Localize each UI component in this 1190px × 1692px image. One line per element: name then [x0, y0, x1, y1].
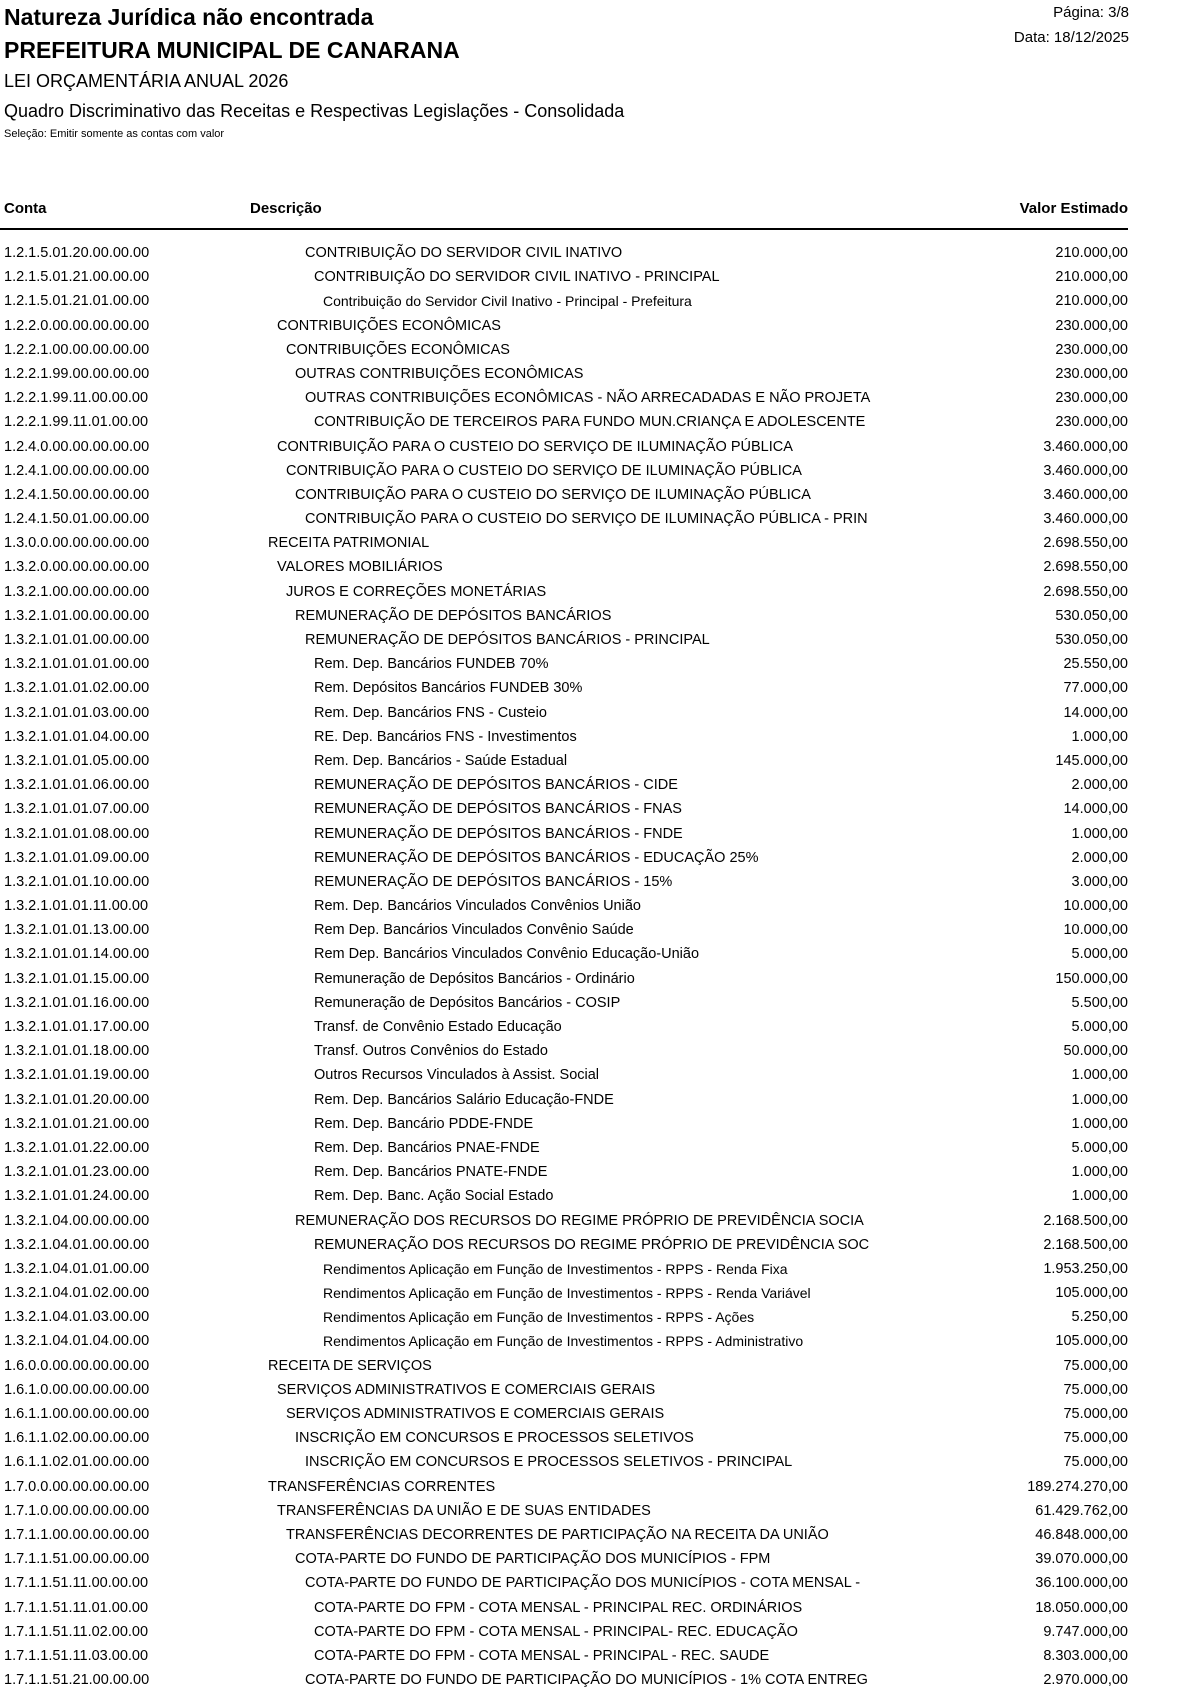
- estimated-value: 75.000,00: [1063, 1454, 1128, 1471]
- estimated-value: 5.250,00: [1071, 1309, 1128, 1326]
- estimated-value: 75.000,00: [1063, 1406, 1128, 1422]
- account-code: 1.3.2.1.04.01.03.00.00: [4, 1309, 150, 1326]
- account-code: 1.2.2.0.00.00.00.00.00: [4, 317, 150, 334]
- account-description: REMUNERAÇÃO DE DEPÓSITOS BANCÁRIOS - PRINCIPAL: [305, 632, 710, 648]
- table-row: [0, 628, 1190, 652]
- account-code: 1.7.1.1.51.11.03.00.00: [4, 1647, 149, 1664]
- header-divider: [0, 228, 1128, 230]
- account-description: Rem. Dep. Bancários FUNDEB 70%: [314, 656, 549, 673]
- account-description: COTA-PARTE DO FUNDO DE PARTICIPAÇÃO DOS MUNICÍPIOS - COTA MENSAL -: [305, 1575, 861, 1592]
- account-code: 1.2.4.0.00.00.00.00.00: [4, 438, 150, 455]
- estimated-value: 1.000,00: [1071, 1164, 1128, 1181]
- column-header-valor: Valor Estimado: [1019, 200, 1128, 217]
- table-row: [0, 531, 1190, 555]
- account-description: Rem. Dep. Bancários PNATE-FNDE: [314, 1164, 548, 1181]
- table-row: [0, 701, 1190, 725]
- table-row: [0, 459, 1190, 483]
- account-code: 1.3.2.1.01.01.07.00.00: [4, 801, 150, 818]
- selection-note: Seleção: Emitir somente as contas com valor: [4, 128, 225, 140]
- account-code: 1.6.0.0.00.00.00.00.00: [4, 1357, 150, 1374]
- account-code: 1.3.2.1.01.01.17.00.00: [4, 1019, 150, 1035]
- estimated-value: 14.000,00: [1063, 704, 1128, 721]
- estimated-value: 5.000,00: [1071, 1019, 1128, 1035]
- account-description: RE. Dep. Bancários FNS - Investimentos: [314, 728, 577, 745]
- table-row: [0, 1450, 1190, 1474]
- account-code: 1.7.1.1.51.21.00.00.00: [4, 1672, 150, 1689]
- estimated-value: 210.000,00: [1055, 245, 1128, 261]
- table-row: [0, 1547, 1190, 1571]
- estimated-value: 77.000,00: [1063, 680, 1128, 697]
- column-header-conta: Conta: [4, 200, 47, 217]
- account-code: 1.6.1.1.02.00.00.00.00: [4, 1430, 150, 1447]
- estimated-value: 46.848.000,00: [1035, 1526, 1128, 1543]
- estimated-value: 10.000,00: [1063, 922, 1128, 939]
- table-row: [0, 410, 1190, 434]
- table-row: [0, 604, 1190, 628]
- report-title: Quadro Discriminativo das Receitas e Respectivas Legislações - Consolidada: [4, 101, 625, 121]
- account-code: 1.3.2.1.01.01.16.00.00: [4, 994, 150, 1011]
- account-description: Transf. de Convênio Estado Educação: [314, 1019, 562, 1035]
- estimated-value: 2.698.550,00: [1043, 559, 1128, 576]
- table-row: [0, 918, 1190, 942]
- estimated-value: 61.429.762,00: [1035, 1502, 1128, 1519]
- account-description: REMUNERAÇÃO DE DEPÓSITOS BANCÁRIOS - CIDE: [314, 777, 678, 794]
- account-description: Rem. Dep. Bancários FNS - Custeio: [314, 704, 547, 721]
- account-code: 1.2.2.1.99.11.00.00.00: [4, 390, 149, 407]
- estimated-value: 50.000,00: [1063, 1043, 1128, 1060]
- account-description: Rendimentos Aplicação em Função de Investimentos - RPPS - Administrativo: [323, 1333, 804, 1350]
- account-description: VALORES MOBILIÁRIOS: [277, 559, 443, 576]
- table-row: [0, 725, 1190, 749]
- table-row: [0, 1305, 1190, 1329]
- account-code: 1.3.2.1.01.01.04.00.00: [4, 728, 150, 745]
- table-row: [0, 1499, 1190, 1523]
- estimated-value: 75.000,00: [1063, 1357, 1128, 1374]
- account-code: 1.7.1.1.51.11.01.00.00: [4, 1599, 149, 1616]
- account-code: 1.7.0.0.00.00.00.00.00: [4, 1478, 150, 1495]
- account-description: TRANSFERÊNCIAS DECORRENTES DE PARTICIPAÇÃO NA RECEITA DA UNIÃO: [286, 1526, 829, 1543]
- estimated-value: 189.274.270,00: [1027, 1478, 1128, 1495]
- account-code: 1.3.2.1.01.01.01.00.00: [4, 656, 150, 673]
- account-code: 1.3.2.1.01.01.02.00.00: [4, 680, 150, 697]
- account-code: 1.3.2.1.01.01.20.00.00: [4, 1091, 150, 1108]
- estimated-value: 3.000,00: [1071, 873, 1128, 890]
- account-code: 1.2.1.5.01.21.00.00.00: [4, 269, 150, 286]
- account-description: COTA-PARTE DO FPM - COTA MENSAL - PRINCIPAL REC. ORDINÁRIOS: [314, 1599, 803, 1616]
- account-description: SERVIÇOS ADMINISTRATIVOS E COMERCIAIS GERAIS: [277, 1381, 656, 1398]
- account-description: Rem. Dep. Bancário PDDE-FNDE: [314, 1115, 534, 1132]
- account-code: 1.3.2.1.04.01.02.00.00: [4, 1285, 150, 1302]
- account-code: 1.2.2.1.00.00.00.00.00: [4, 341, 150, 358]
- account-code: 1.3.2.1.01.01.24.00.00: [4, 1188, 150, 1205]
- table-row: [0, 362, 1190, 386]
- estimated-value: 3.460.000,00: [1043, 462, 1128, 479]
- account-code: 1.3.2.1.01.01.08.00.00: [4, 825, 150, 842]
- estimated-value: 1.000,00: [1071, 1188, 1128, 1205]
- account-description: COTA-PARTE DO FPM - COTA MENSAL - PRINCIPAL - REC. SAUDE: [314, 1647, 770, 1664]
- account-description: Rendimentos Aplicação em Função de Investimentos - RPPS - Ações: [323, 1309, 755, 1326]
- table-row: [0, 483, 1190, 507]
- table-row: [0, 338, 1190, 362]
- table-row: [0, 1063, 1190, 1087]
- account-code: 1.6.1.1.02.01.00.00.00: [4, 1454, 150, 1471]
- table-row: [0, 967, 1190, 991]
- estimated-value: 210.000,00: [1055, 293, 1128, 310]
- account-code: 1.7.1.1.51.11.02.00.00: [4, 1623, 149, 1640]
- account-description: COTA-PARTE DO FPM - COTA MENSAL - PRINCIPAL- REC. EDUCAÇÃO: [314, 1623, 798, 1640]
- account-code: 1.3.0.0.00.00.00.00.00: [4, 535, 150, 552]
- organization-name: PREFEITURA MUNICIPAL DE CANARANA: [4, 37, 460, 63]
- account-description: OUTRAS CONTRIBUIÇÕES ECONÔMICAS - NÃO ARRECADADAS E NÃO PROJETA: [305, 390, 871, 407]
- table-row: [0, 894, 1190, 918]
- table-row: [0, 1112, 1190, 1136]
- account-code: 1.3.2.1.01.01.06.00.00: [4, 777, 150, 794]
- table-row: [0, 1668, 1190, 1692]
- account-description: INSCRIÇÃO EM CONCURSOS E PROCESSOS SELETIVOS - PRINCIPAL: [305, 1454, 793, 1471]
- estimated-value: 18.050.000,00: [1035, 1599, 1128, 1616]
- account-code: 1.3.2.1.01.01.00.00.00: [4, 632, 150, 648]
- account-code: 1.2.2.1.99.00.00.00.00: [4, 365, 150, 382]
- account-description: SERVIÇOS ADMINISTRATIVOS E COMERCIAIS GERAIS: [286, 1406, 665, 1422]
- account-code: 1.2.1.5.01.21.01.00.00: [4, 293, 150, 310]
- estimated-value: 2.970.000,00: [1043, 1672, 1128, 1689]
- account-code: 1.3.2.1.01.01.11.00.00: [4, 898, 149, 915]
- account-code: 1.3.2.1.01.00.00.00.00: [4, 607, 150, 624]
- table-row: [0, 265, 1190, 289]
- table-row: [0, 1184, 1190, 1208]
- account-code: 1.3.2.1.04.00.00.00.00: [4, 1212, 150, 1229]
- estimated-value: 10.000,00: [1063, 898, 1128, 915]
- account-description: INSCRIÇÃO EM CONCURSOS E PROCESSOS SELETIVOS: [295, 1430, 694, 1447]
- account-description: CONTRIBUIÇÕES ECONÔMICAS: [277, 317, 501, 334]
- estimated-value: 2.000,00: [1071, 777, 1128, 794]
- account-code: 1.2.4.1.50.00.00.00.00: [4, 486, 150, 503]
- account-description: CONTRIBUIÇÃO PARA O CUSTEIO DO SERVIÇO DE ILUMINAÇÃO PÚBLICA: [286, 462, 802, 479]
- table-row: [0, 435, 1190, 459]
- estimated-value: 25.550,00: [1063, 656, 1128, 673]
- account-code: 1.3.2.1.00.00.00.00.00: [4, 583, 150, 600]
- account-code: 1.7.1.0.00.00.00.00.00: [4, 1502, 150, 1519]
- account-description: Rem. Depósitos Bancários FUNDEB 30%: [314, 680, 583, 697]
- table-row: [0, 846, 1190, 870]
- estimated-value: 1.000,00: [1071, 825, 1128, 842]
- account-code: 1.3.2.1.01.01.03.00.00: [4, 704, 150, 721]
- account-description: REMUNERAÇÃO DOS RECURSOS DO REGIME PRÓPRIO DE PREVIDÊNCIA SOC: [314, 1236, 870, 1253]
- table-row: [0, 1644, 1190, 1668]
- estimated-value: 8.303.000,00: [1043, 1647, 1128, 1664]
- estimated-value: 3.460.000,00: [1043, 486, 1128, 503]
- account-code: 1.3.2.1.01.01.13.00.00: [4, 922, 150, 939]
- account-code: 1.7.1.1.51.00.00.00.00: [4, 1551, 150, 1568]
- estimated-value: 9.747.000,00: [1043, 1623, 1128, 1640]
- account-description: TRANSFERÊNCIAS CORRENTES: [268, 1478, 496, 1495]
- estimated-value: 1.000,00: [1071, 1091, 1128, 1108]
- estimated-value: 3.460.000,00: [1043, 438, 1128, 455]
- account-description: CONTRIBUIÇÕES ECONÔMICAS: [286, 341, 510, 358]
- estimated-value: 105.000,00: [1055, 1333, 1128, 1350]
- account-code: 1.2.2.1.99.11.01.00.00: [4, 414, 149, 431]
- estimated-value: 1.000,00: [1071, 728, 1128, 745]
- account-description: CONTRIBUIÇÃO PARA O CUSTEIO DO SERVIÇO DE ILUMINAÇÃO PÚBLICA: [295, 486, 811, 503]
- account-code: 1.2.4.1.50.01.00.00.00: [4, 511, 150, 528]
- account-description: JUROS E CORREÇÕES MONETÁRIAS: [286, 583, 547, 600]
- table-row: [0, 1233, 1190, 1257]
- account-code: 1.3.2.1.01.01.10.00.00: [4, 873, 150, 890]
- table-row: [0, 289, 1190, 313]
- table-row: [0, 241, 1190, 265]
- estimated-value: 5.500,00: [1071, 994, 1128, 1011]
- account-code: 1.3.2.1.01.01.14.00.00: [4, 946, 150, 963]
- account-description: REMUNERAÇÃO DE DEPÓSITOS BANCÁRIOS - FNAS: [314, 801, 682, 818]
- table-row: [0, 1426, 1190, 1450]
- account-description: Rem. Dep. Bancários Salário Educação-FNDE: [314, 1091, 614, 1108]
- table-row: [0, 942, 1190, 966]
- account-description: Rem. Dep. Banc. Ação Social Estado: [314, 1188, 554, 1205]
- table-row: [0, 822, 1190, 846]
- estimated-value: 1.953.250,00: [1043, 1260, 1128, 1277]
- table-row: [0, 1596, 1190, 1620]
- estimated-value: 2.168.500,00: [1043, 1236, 1128, 1253]
- table-row: [0, 797, 1190, 821]
- table-row: [0, 1039, 1190, 1063]
- table-row: [0, 1354, 1190, 1378]
- table-row: [0, 991, 1190, 1015]
- account-code: 1.7.1.1.51.11.00.00.00: [4, 1575, 149, 1592]
- estimated-value: 75.000,00: [1063, 1381, 1128, 1398]
- estimated-value: 230.000,00: [1055, 365, 1128, 382]
- account-code: 1.3.2.1.01.01.23.00.00: [4, 1164, 150, 1181]
- account-description: CONTRIBUIÇÃO DO SERVIDOR CIVIL INATIVO: [305, 245, 623, 261]
- account-code: 1.6.1.0.00.00.00.00.00: [4, 1381, 150, 1398]
- account-description: RECEITA DE SERVIÇOS: [268, 1357, 432, 1374]
- account-code: 1.2.1.5.01.20.00.00.00: [4, 245, 150, 261]
- estimated-value: 2.698.550,00: [1043, 583, 1128, 600]
- table-row: [0, 1281, 1190, 1305]
- table-row: [0, 749, 1190, 773]
- table-row: [0, 1136, 1190, 1160]
- account-description: REMUNERAÇÃO DE DEPÓSITOS BANCÁRIOS - EDUCAÇÃO 25%: [314, 849, 759, 866]
- account-description: Rem Dep. Bancários Vinculados Convênio Saúde: [314, 922, 634, 939]
- report-date: Data: 18/12/2025: [1013, 29, 1129, 46]
- table-row: [0, 773, 1190, 797]
- table-row: [0, 507, 1190, 531]
- page-number: Página: 3/8: [1053, 4, 1129, 21]
- account-code: 1.3.2.1.04.01.00.00.00: [4, 1236, 150, 1253]
- estimated-value: 3.460.000,00: [1043, 511, 1128, 528]
- estimated-value: 5.000,00: [1071, 946, 1128, 963]
- estimated-value: 530.050,00: [1055, 607, 1128, 624]
- table-row: [0, 1620, 1190, 1644]
- account-description: Contribuição do Servidor Civil Inativo - Principal - Prefeitura: [323, 293, 692, 310]
- account-code: 1.2.4.1.00.00.00.00.00: [4, 462, 150, 479]
- table-row: [0, 314, 1190, 338]
- estimated-value: 75.000,00: [1063, 1430, 1128, 1447]
- estimated-value: 150.000,00: [1055, 970, 1128, 987]
- table-row: [0, 676, 1190, 700]
- account-description: REMUNERAÇÃO DE DEPÓSITOS BANCÁRIOS - FNDE: [314, 825, 683, 842]
- column-header-descricao: Descrição: [250, 200, 322, 217]
- estimated-value: 105.000,00: [1055, 1285, 1128, 1302]
- account-description: TRANSFERÊNCIAS DA UNIÃO E DE SUAS ENTIDADES: [277, 1502, 651, 1519]
- estimated-value: 36.100.000,00: [1035, 1575, 1128, 1592]
- account-description: OUTRAS CONTRIBUIÇÕES ECONÔMICAS: [295, 365, 584, 382]
- account-code: 1.3.2.1.01.01.22.00.00: [4, 1139, 150, 1156]
- account-description: Remuneração de Depósitos Bancários - COSIP: [314, 994, 621, 1011]
- estimated-value: 14.000,00: [1063, 801, 1128, 818]
- table-row: [0, 1523, 1190, 1547]
- account-code: 1.3.2.1.01.01.19.00.00: [4, 1067, 150, 1084]
- account-code: 1.3.2.1.04.01.01.00.00: [4, 1260, 150, 1277]
- estimated-value: 230.000,00: [1055, 390, 1128, 407]
- estimated-value: 2.698.550,00: [1043, 535, 1128, 552]
- estimated-value: 1.000,00: [1071, 1115, 1128, 1132]
- account-description: Remuneração de Depósitos Bancários - Ordinário: [314, 970, 635, 987]
- account-description: REMUNERAÇÃO DE DEPÓSITOS BANCÁRIOS - 15%: [314, 873, 673, 890]
- estimated-value: 230.000,00: [1055, 317, 1128, 334]
- account-description: COTA-PARTE DO FUNDO DE PARTICIPAÇÃO DOS MUNICÍPIOS - FPM: [295, 1551, 771, 1568]
- estimated-value: 230.000,00: [1055, 414, 1128, 431]
- estimated-value: 2.000,00: [1071, 849, 1128, 866]
- account-code: 1.3.2.1.01.01.05.00.00: [4, 752, 150, 769]
- account-description: COTA-PARTE DO FUNDO DE PARTICIPAÇÃO DO MUNICÍPIOS - 1% COTA ENTREG: [305, 1672, 868, 1689]
- account-description: REMUNERAÇÃO DE DEPÓSITOS BANCÁRIOS: [295, 607, 612, 624]
- account-description: CONTRIBUIÇÃO PARA O CUSTEIO DO SERVIÇO DE ILUMINAÇÃO PÚBLICA: [277, 438, 793, 455]
- account-code: 1.3.2.1.01.01.21.00.00: [4, 1115, 150, 1132]
- account-code: 1.3.2.1.01.01.15.00.00: [4, 970, 150, 987]
- account-description: Rem. Dep. Bancários Vinculados Convênios União: [314, 898, 641, 915]
- estimated-value: 210.000,00: [1055, 269, 1128, 286]
- account-description: Rendimentos Aplicação em Função de Investimentos - RPPS - Renda Variável: [323, 1285, 811, 1302]
- entity-nature: Natureza Jurídica não encontrada: [4, 4, 374, 30]
- account-code: 1.3.2.1.04.01.04.00.00: [4, 1333, 150, 1350]
- table-row: [0, 1571, 1190, 1595]
- estimated-value: 230.000,00: [1055, 341, 1128, 358]
- estimated-value: 1.000,00: [1071, 1067, 1128, 1084]
- law-title: LEI ORÇAMENTÁRIA ANUAL 2026: [4, 71, 289, 91]
- table-row: [0, 1088, 1190, 1112]
- table-row: [0, 1329, 1190, 1353]
- table-row: [0, 1378, 1190, 1402]
- table-row: [0, 386, 1190, 410]
- account-code: 1.3.2.0.00.00.00.00.00: [4, 559, 150, 576]
- table-row: [0, 1209, 1190, 1233]
- table-row: [0, 1402, 1190, 1426]
- account-code: 1.6.1.1.00.00.00.00.00: [4, 1406, 150, 1422]
- account-description: Outros Recursos Vinculados à Assist. Social: [314, 1067, 600, 1084]
- account-code: 1.3.2.1.01.01.09.00.00: [4, 849, 150, 866]
- account-code: 1.3.2.1.01.01.18.00.00: [4, 1043, 150, 1060]
- account-description: Rendimentos Aplicação em Função de Investimentos - RPPS - Renda Fixa: [323, 1260, 788, 1277]
- account-description: REMUNERAÇÃO DOS RECURSOS DO REGIME PRÓPRIO DE PREVIDÊNCIA SOCIA: [295, 1212, 864, 1229]
- account-code: 1.7.1.1.00.00.00.00.00: [4, 1526, 150, 1543]
- table-row: [0, 1015, 1190, 1039]
- table-row: [0, 1160, 1190, 1184]
- table-row: [0, 580, 1190, 604]
- table-row: [0, 1257, 1190, 1281]
- account-description: Rem Dep. Bancários Vinculados Convênio Educação-União: [314, 946, 700, 963]
- table-row: [0, 870, 1190, 894]
- estimated-value: 145.000,00: [1055, 752, 1128, 769]
- account-description: CONTRIBUIÇÃO DO SERVIDOR CIVIL INATIVO - PRINCIPAL: [314, 269, 720, 286]
- account-description: CONTRIBUIÇÃO DE TERCEIROS PARA FUNDO MUN.CRIANÇA E ADOLESCENTE: [314, 414, 866, 431]
- estimated-value: 2.168.500,00: [1043, 1212, 1128, 1229]
- account-description: Rem. Dep. Bancários - Saúde Estadual: [314, 752, 568, 769]
- account-description: CONTRIBUIÇÃO PARA O CUSTEIO DO SERVIÇO DE ILUMINAÇÃO PÚBLICA - PRIN: [305, 511, 868, 528]
- table-row: [0, 652, 1190, 676]
- revenue-table-body: [0, 241, 1190, 1692]
- estimated-value: 39.070.000,00: [1035, 1551, 1128, 1568]
- table-row: [0, 555, 1190, 579]
- account-description: Transf. Outros Convênios do Estado: [314, 1043, 548, 1060]
- account-description: Rem. Dep. Bancários PNAE-FNDE: [314, 1139, 540, 1156]
- account-description: RECEITA PATRIMONIAL: [268, 535, 430, 552]
- estimated-value: 530.050,00: [1055, 632, 1128, 648]
- estimated-value: 5.000,00: [1071, 1139, 1128, 1156]
- table-row: [0, 1475, 1190, 1499]
